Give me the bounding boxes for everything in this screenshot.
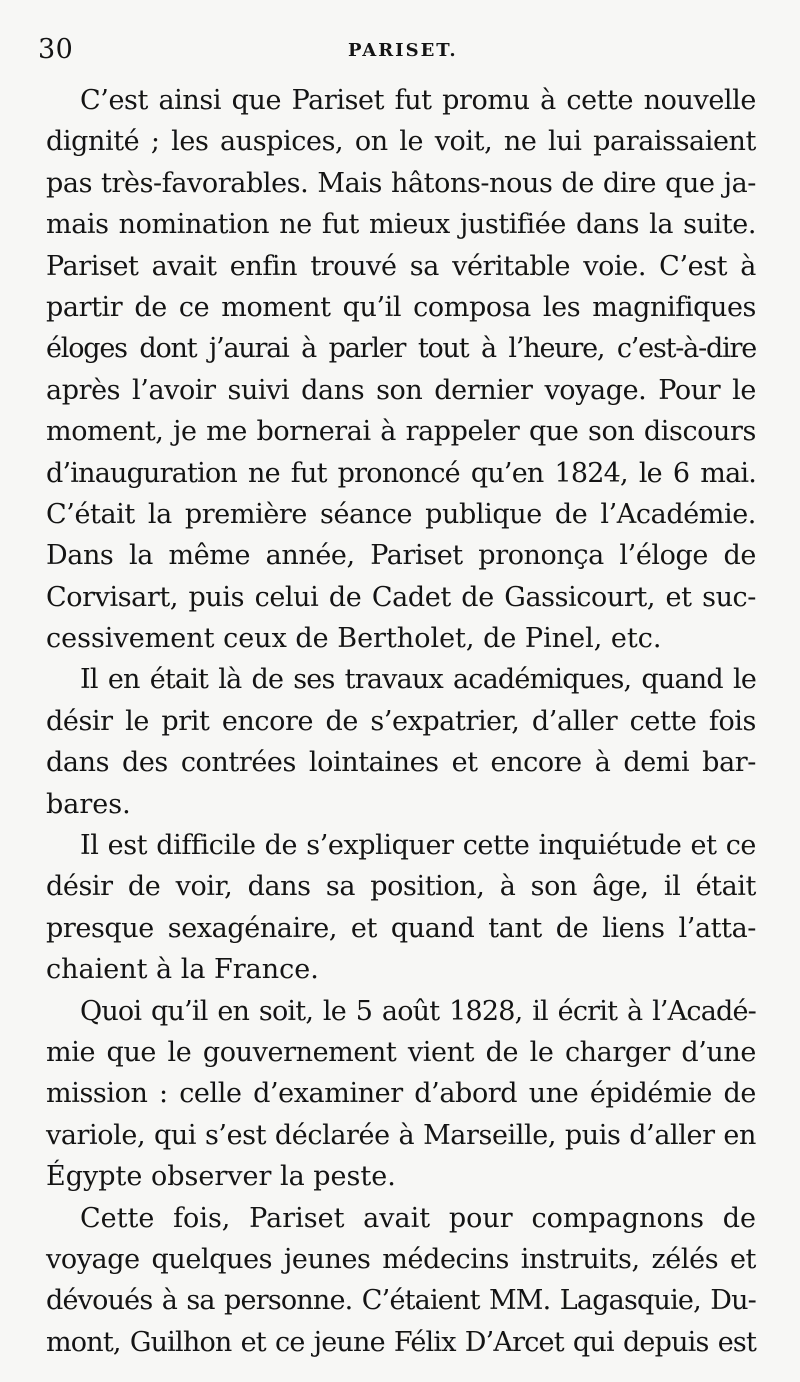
text-line: pas très-favorables. Mais hâtons-nous de dire que ja- <box>46 167 756 199</box>
text-line: C’était la première séance publique de l’Académie. <box>46 498 756 530</box>
text-line: mont, Guilhon et ce jeune Félix D’Arcet qui depuis est <box>46 1326 756 1358</box>
page-number: 30 <box>38 34 74 65</box>
text-line: après l’avoir suivi dans son dernier voyage. Pour le <box>46 374 756 406</box>
text-line: Quoi qu’il en soit, le 5 août 1828, il écrit à l’Acadé- <box>80 995 756 1027</box>
body-text <box>46 80 756 1363</box>
text-line: mie que le gouvernement vient de le charger d’une <box>46 1036 756 1068</box>
text-line: moment, je me bornerai à rappeler que son discours <box>46 416 756 448</box>
text-line: Corvisart, puis celui de Cadet de Gassicourt, et suc- <box>46 581 756 613</box>
running-title: PARISET. <box>348 40 458 61</box>
text-line: éloges dont j’aurai à parler tout à l’heure, c’est-à-dire <box>46 333 756 365</box>
text-line: dignité ; les auspices, on le voit, ne lui paraissaient <box>46 126 756 158</box>
text-line: Égypte observer la peste. <box>46 1161 396 1193</box>
text-line: Pariset avait enfin trouvé sa véritable voie. C’est à <box>46 250 756 282</box>
text-line: d’inauguration ne fut prononcé qu’en 1824, le 6 mai. <box>46 457 756 489</box>
text-line: mais nomination ne fut mieux justifiée dans la suite. <box>46 209 756 241</box>
text-line: Dans la même année, Pariset prononça l’éloge de <box>46 540 756 572</box>
text-line: C’est ainsi que Pariset fut promu à cette nouvelle <box>80 85 756 116</box>
text-line: variole, qui s’est déclarée à Marseille, puis d’aller en <box>46 1119 756 1151</box>
text-line: cessivement ceux de Bertholet, de Pinel, etc. <box>46 623 662 655</box>
text-line: presque sexagénaire, et quand tant de liens l’atta- <box>46 912 756 944</box>
text-line: dévoués à sa personne. C’étaient MM. Lagasquie, Du- <box>46 1285 756 1317</box>
paragraph-2 <box>46 659 756 825</box>
text-line: bares. <box>46 788 131 820</box>
paragraph-4 <box>46 991 756 1198</box>
text-line: chaient à la France. <box>46 954 319 986</box>
text-line: désir le prit encore de s’expatrier, d’aller cette fois <box>46 705 756 737</box>
paragraph-3 <box>46 825 756 991</box>
text-line: voyage quelques jeunes médecins instruits, zélés et <box>46 1243 756 1275</box>
paragraph-5 <box>46 1198 756 1364</box>
text-line: désir de voir, dans sa position, à son âge, il était <box>46 871 756 903</box>
running-header <box>38 34 762 74</box>
text-line: mission : celle d’examiner d’abord une épidémie de <box>46 1078 756 1110</box>
text-line: Il est difficile de s’expliquer cette inquiétude et ce <box>80 830 756 862</box>
text-line: partir de ce moment qu’il composa les magnifiques <box>46 291 756 323</box>
text-line: dans des contrées lointaines et encore à demi bar- <box>46 747 756 779</box>
text-line: Cette fois, Pariset avait pour compagnons de <box>80 1202 756 1234</box>
text-line: Il en était là de ses travaux académiques, quand le <box>80 664 756 696</box>
paragraph-1 <box>46 80 756 659</box>
